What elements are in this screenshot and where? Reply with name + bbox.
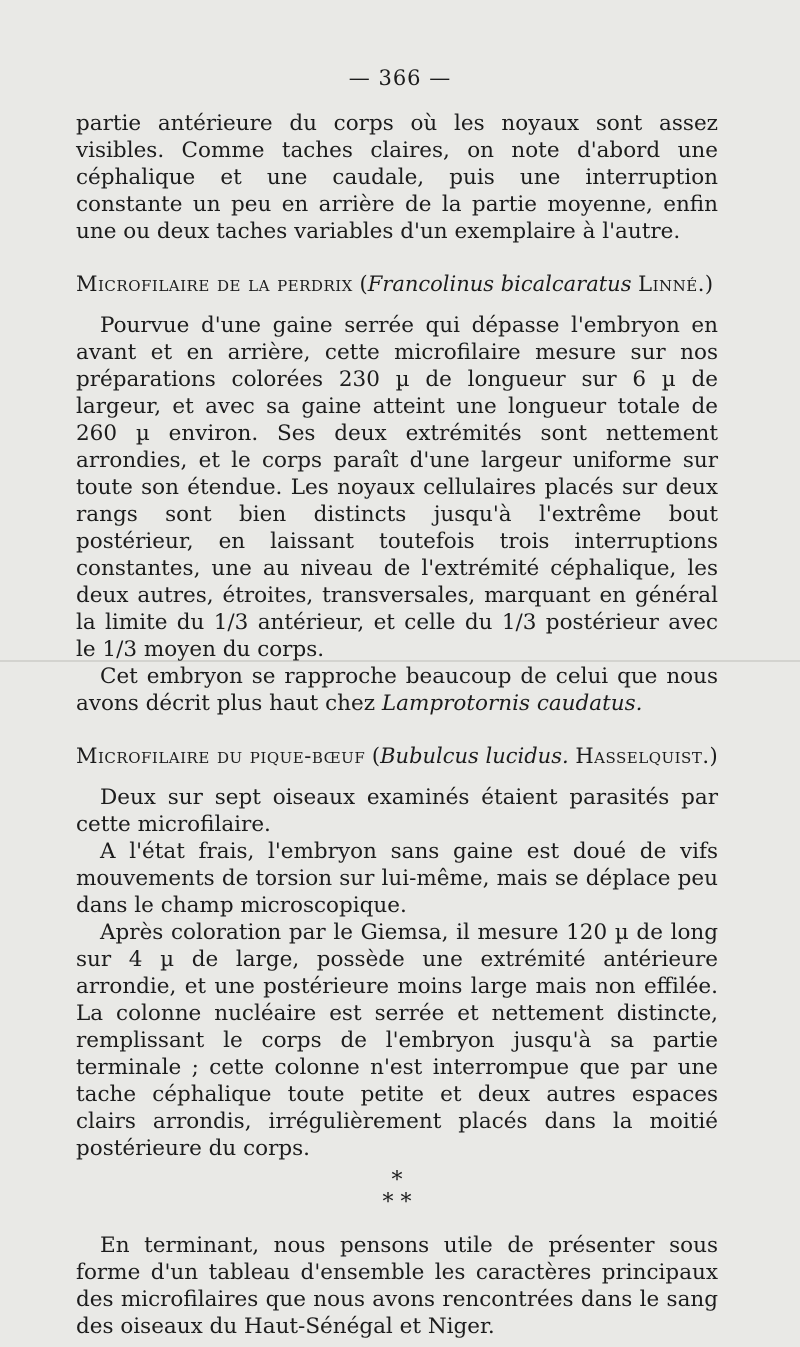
separator-star-top: * bbox=[391, 1168, 403, 1193]
heading-title: Microfilaire du pique-bœuf bbox=[76, 744, 366, 768]
paragraph-comparison-species: Lamprotornis caudatus. bbox=[381, 691, 643, 716]
paragraph-perdrix-description: Pourvue d'une gaine serrée qui dépasse l'embryon en avant et en arrière, cette microfilaire mesure sur nos préparations colorées 230 µ de longueur sur 6 µ de largeur, et avec sa gaine atteint une longueur totale de 260 µ environ. Ses deux extrémités sont nettement arrondies, et le corps paraît d'une largeur uniforme sur toute son étendue. Les noyaux cellulaires placés sur deux rangs sont bien distincts jusqu'à l'extrême bout postérieur, en laissant toutefois trois interruptions constantes, une au niveau de l'extrémité céphalique, les deux autres, étroites, transversales, marquant en général la limite du 1/3 antérieur, et celle du 1/3 postérieur avec le 1/3 moyen du corps. bbox=[76, 313, 718, 662]
heading-author: Hasselquist. bbox=[575, 744, 710, 768]
paragraph-comparison-text: Cet embryon se rapproche beaucoup de celui que nous avons décrit plus haut chez bbox=[76, 664, 718, 716]
section-separator bbox=[76, 1170, 718, 1214]
separator-stars-bottom: * * bbox=[382, 1190, 412, 1215]
section-heading-perdrix bbox=[76, 271, 718, 298]
page-number: — 366 — bbox=[348, 66, 452, 90]
paragraph-infection-rate: Deux sur sept oiseaux examinés étaient parasités par cette microfilaire. bbox=[76, 785, 718, 837]
heading-paren-close: ) bbox=[704, 272, 714, 296]
paragraph-conclusion: En terminant, nous pensons utile de présenter sous forme d'un tableau d'ensemble les caractères principaux des microfilaires que nous avons rencontrées dans le sang des oiseaux du Haut-Sénégal et Niger. bbox=[76, 1233, 718, 1339]
heading-paren-close: ) bbox=[709, 744, 718, 768]
heading-author: Linné. bbox=[638, 272, 705, 296]
paragraph-fresh-state: A l'état frais, l'embryon sans gaine est doué de vifs mouvements de torsion sur lui-même, mais se déplace peu dans le champ microscopique. bbox=[76, 839, 718, 918]
heading-title: Microfilaire de la perdrix bbox=[76, 272, 353, 296]
paragraph-comparison bbox=[76, 663, 718, 717]
body-text bbox=[76, 110, 718, 1340]
section-heading-pique-boeuf bbox=[76, 743, 718, 770]
paragraph-continued: partie antérieure du corps où les noyaux sont assez visibles. Comme taches claires, on note d'abord une céphalique et une caudale, puis une interruption constante un peu en arrière de la partie moyenne, enfin une ou deux taches variables d'un exemplaire à l'autre. bbox=[76, 111, 718, 244]
heading-species: Bubulcus lucidus. bbox=[380, 744, 569, 768]
heading-paren-open: ( bbox=[359, 272, 368, 296]
heading-paren-open: ( bbox=[371, 744, 381, 768]
heading-species: Francolinus bicalcaratus bbox=[367, 272, 632, 296]
paragraph-giemsa: Après coloration par le Giemsa, il mesure 120 µ de long sur 4 µ de large, possède une extrémité antérieure arrondie, et une postérieure moins large mais non effilée. La colonne nucléaire est serrée et nettement distincte, remplissant le corps de l'embryon jusqu'à sa partie terminale ; cette colonne n'est interrompue que par une tache céphalique toute petite et deux autres espaces clairs arrondis, irrégulièrement placés dans la moitié postérieure du corps. bbox=[76, 920, 718, 1161]
